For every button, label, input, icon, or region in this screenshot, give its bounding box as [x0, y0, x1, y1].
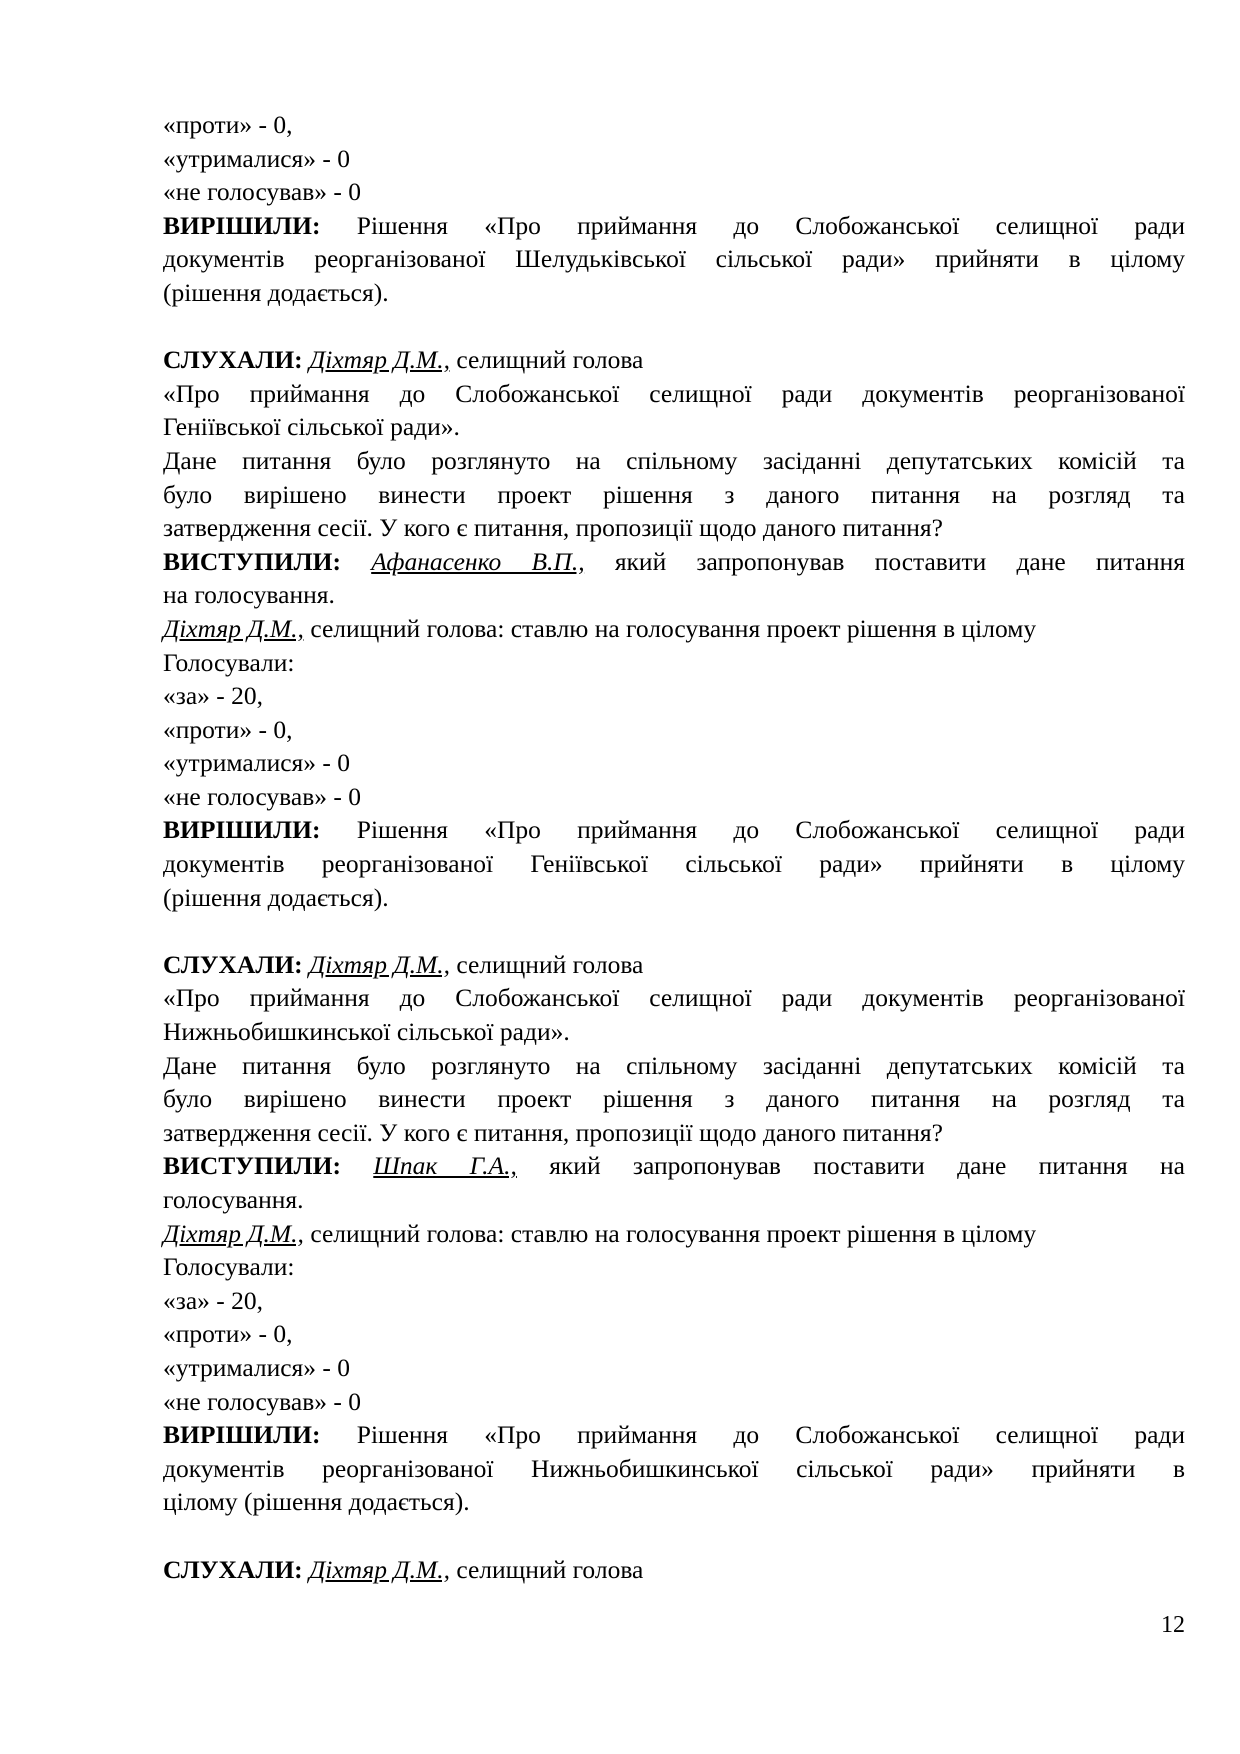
decision-line: (рішення додається). [163, 277, 389, 307]
heard-line [163, 948, 1185, 982]
document-page [163, 108, 1185, 1586]
decision-keyword: ВИРІШИЛИ: [163, 210, 321, 240]
decision-line: документів реорганізованої Шелудьківської сільської ради» прийняти в цілому [163, 244, 1185, 274]
decision-line [163, 209, 1185, 243]
heard-line [163, 1553, 1185, 1587]
topic-line: Нижньобишкинської сільської ради». [163, 1017, 570, 1047]
paragraph-spacer [163, 914, 1185, 948]
vote-against: «проти» - 0, [163, 110, 293, 139]
speaker-name: Діхтяр Д.М., [309, 345, 450, 375]
vote-against: «проти» - 0, [163, 714, 293, 744]
decision-text: Рішення «Про приймання до Слобожанської селищної ради [356, 210, 1186, 240]
speaker-role: селищний голова [456, 949, 644, 979]
spoke-text: який запропонував поставити дане питання [614, 546, 1186, 576]
vote-for: «за» - 20, [163, 1285, 264, 1315]
decision-block [163, 209, 1185, 310]
heard-keyword: СЛУХАЛИ: [163, 949, 303, 979]
vote-against: «проти» - 0, [163, 1319, 293, 1349]
discussion-line: Дане питання було розглянуто на спільному засіданні депутатських комісій та [163, 445, 1185, 475]
discussion-line: Дане питання було розглянуто на спільному засіданні депутатських комісій та [163, 1050, 1185, 1080]
discussion-line: затвердження сесії. У кого є питання, пропозиції щодо даного питання? [163, 1117, 943, 1147]
decision-keyword: ВИРІШИЛИ: [163, 815, 321, 845]
topic-line: «Про приймання до Слобожанської селищної ради документів реорганізованої [163, 983, 1185, 1013]
agenda-section [163, 948, 1185, 1519]
decision-line [163, 813, 1185, 847]
heard-line [163, 343, 1185, 377]
vote-call-text: селищний голова: ставлю на голосування проект рішення в цілому [310, 613, 1037, 643]
spoke-line [163, 1149, 1185, 1183]
discussion-line: затвердження сесії. У кого є питання, пропозиції щодо даного питання? [163, 513, 943, 543]
spoke-line [163, 545, 1185, 579]
speaker-name: Діхтяр Д.М., [163, 613, 304, 643]
speaker-name: Афанасенко В.П., [371, 546, 585, 576]
decision-line: (рішення додається). [163, 882, 389, 912]
topic-line: «Про приймання до Слобожанської селищної ради документів реорганізованої [163, 378, 1185, 408]
agenda-section [163, 343, 1185, 914]
decision-text: Рішення «Про приймання до Слобожанської селищної ради [356, 1420, 1186, 1450]
discussion-line: було вирішено винести проект рішення з даного питання на розгляд та [163, 1084, 1185, 1114]
decision-line: документів реорганізованої Геніївської сільської ради» прийняти в цілому [163, 849, 1185, 879]
voted-label: Голосували: [163, 647, 295, 677]
vote-for: «за» - 20, [163, 681, 264, 711]
speaker-name: Діхтяр Д.М., [163, 1218, 304, 1248]
vote-abstained: «утрималися» - 0 [163, 748, 351, 778]
page-number: 12 [1161, 1612, 1185, 1638]
speaker-role: селищний голова [456, 345, 644, 375]
speaker-role: селищний голова [456, 1554, 644, 1584]
vote-call-line [163, 612, 1185, 646]
heard-keyword: СЛУХАЛИ: [163, 345, 303, 375]
speaker-name: Шпак Г.А., [373, 1151, 517, 1181]
decision-keyword: ВИРІШИЛИ: [163, 1420, 321, 1450]
vote-abstained: «утрималися» - 0 [163, 1352, 351, 1382]
vote-call-line [163, 1217, 1185, 1251]
decision-line: цілому (рішення додається). [163, 1487, 470, 1517]
discussion-line: було вирішено винести проект рішення з даного питання на розгляд та [163, 479, 1185, 509]
decision-text: Рішення «Про приймання до Слобожанської селищної ради [356, 815, 1186, 845]
spoke-keyword: ВИСТУПИЛИ: [163, 1151, 341, 1181]
vote-not-voted: «не голосував» - 0 [163, 1386, 361, 1416]
topic-line: Геніївської сільської ради». [163, 412, 460, 442]
paragraph-spacer [163, 1519, 1185, 1553]
voted-label: Голосували: [163, 1252, 295, 1282]
speaker-name: Діхтяр Д.М., [309, 1554, 450, 1584]
vote-not-voted: «не голосував» - 0 [163, 177, 361, 207]
vote-call-text: селищний голова: ставлю на голосування проект рішення в цілому [310, 1218, 1037, 1248]
spoke-text: який запропонував поставити дане питання на [549, 1151, 1186, 1181]
decision-line [163, 1418, 1185, 1452]
paragraph-spacer [163, 310, 1185, 344]
speaker-name: Діхтяр Д.М., [309, 949, 450, 979]
vote-not-voted: «не голосував» - 0 [163, 781, 361, 811]
vote-abstained: «утрималися» - 0 [163, 143, 351, 173]
decision-line: документів реорганізованої Нижньобишкинської сільської ради» прийняти в [163, 1453, 1185, 1483]
spoke-line: голосування. [163, 1185, 304, 1214]
spoke-keyword: ВИСТУПИЛИ: [163, 546, 341, 576]
spoke-line: на голосування. [163, 580, 335, 610]
heard-keyword: СЛУХАЛИ: [163, 1554, 303, 1584]
